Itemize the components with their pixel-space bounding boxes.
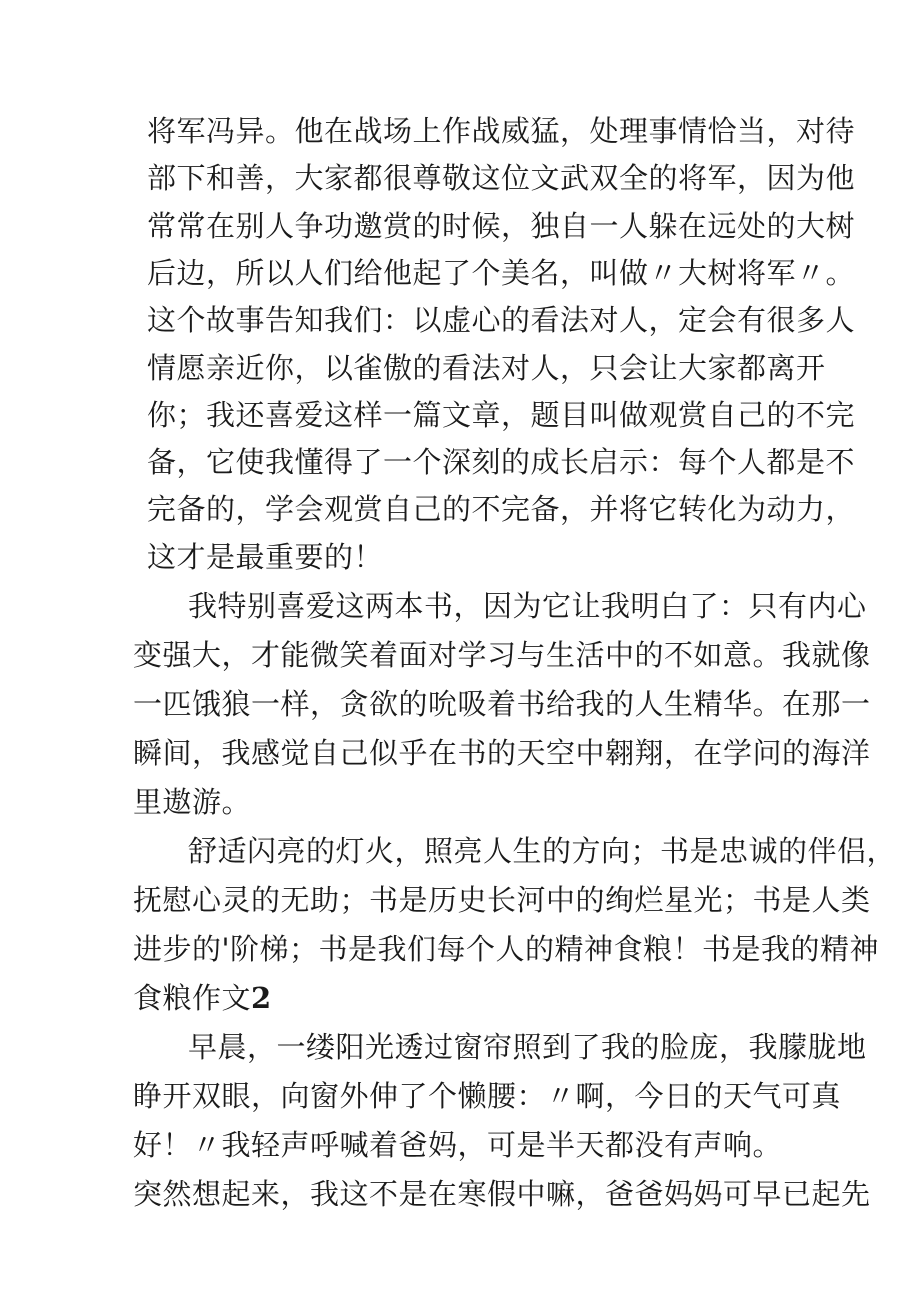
text-line: 情愿亲近你，以雀傲的看法对人，只会让大家都离开 (147, 351, 826, 385)
paragraph-first-line: 舒适闪亮的灯火，照亮人生的方向；书是忠诚的伴侣， (188, 834, 897, 868)
section-heading (133, 980, 272, 1016)
text-line: 变强大，才能微笑着面对学习与生活中的不如意。我就像 (133, 638, 871, 672)
text-line: 部下和善，大家都很尊敬这位文武双全的将军，因为他 (147, 161, 856, 195)
text-line: 常常在别人争功邀赏的时候，独自一人躲在远处的大树 (147, 209, 856, 243)
text-line: 这才是最重要的！ (147, 540, 384, 574)
text-line: 里遨游。 (133, 785, 252, 819)
text-line: 抚慰心灵的无助；书是历史长河中的绚烂星光；书是人类 (133, 883, 871, 917)
text-line: 好！〃我轻声呼喊着爸妈，可是半天都没有声响。 (133, 1128, 783, 1162)
text-line: 备，它使我懂得了一个深刻的成长启示：每个人都是不 (147, 445, 856, 479)
text-line: 完备的，学会观赏自己的不完备，并将它转化为动力， (147, 492, 856, 526)
text-line: 睁开双眼，向窗外伸了个懒腰：〃啊，今日的天气可真 (133, 1079, 842, 1113)
heading-text: 食粮作文 (133, 981, 252, 1015)
text-line: 瞬间，我感觉自己似乎在书的天空中翱翔，在学问的海洋 (133, 736, 871, 770)
paragraph-first-line: 我特别喜爱这两本书，因为它让我明白了：只有内心 (188, 589, 867, 623)
heading-number: 2 (251, 981, 272, 1015)
text-line: 后边，所以人们给他起了个美名，叫做〃大树将军〃。 (147, 256, 856, 290)
text-line: 一匹饿狼一样，贪欲的吮吸着书给我的人生精华。在那一 (133, 687, 871, 721)
text-line: 突然想起来，我这不是在寒假中嘛，爸爸妈妈可早已起先 (133, 1177, 871, 1211)
text-line: 将军冯异。他在战场上作战威猛，处理事情恰当，对待 (147, 114, 856, 148)
text-line: 你；我还喜爱这样一篇文章，题目叫做观赏自己的不完 (147, 398, 856, 432)
paragraph-first-line: 早晨，一缕阳光透过窗帘照到了我的脸庞，我朦胧地 (188, 1030, 867, 1064)
text-line: 进步的'阶梯；书是我们每个人的精神食粮！书是我的精神 (133, 932, 879, 966)
text-line: 这个故事告知我们：以虚心的看法对人，定会有很多人 (147, 303, 856, 337)
